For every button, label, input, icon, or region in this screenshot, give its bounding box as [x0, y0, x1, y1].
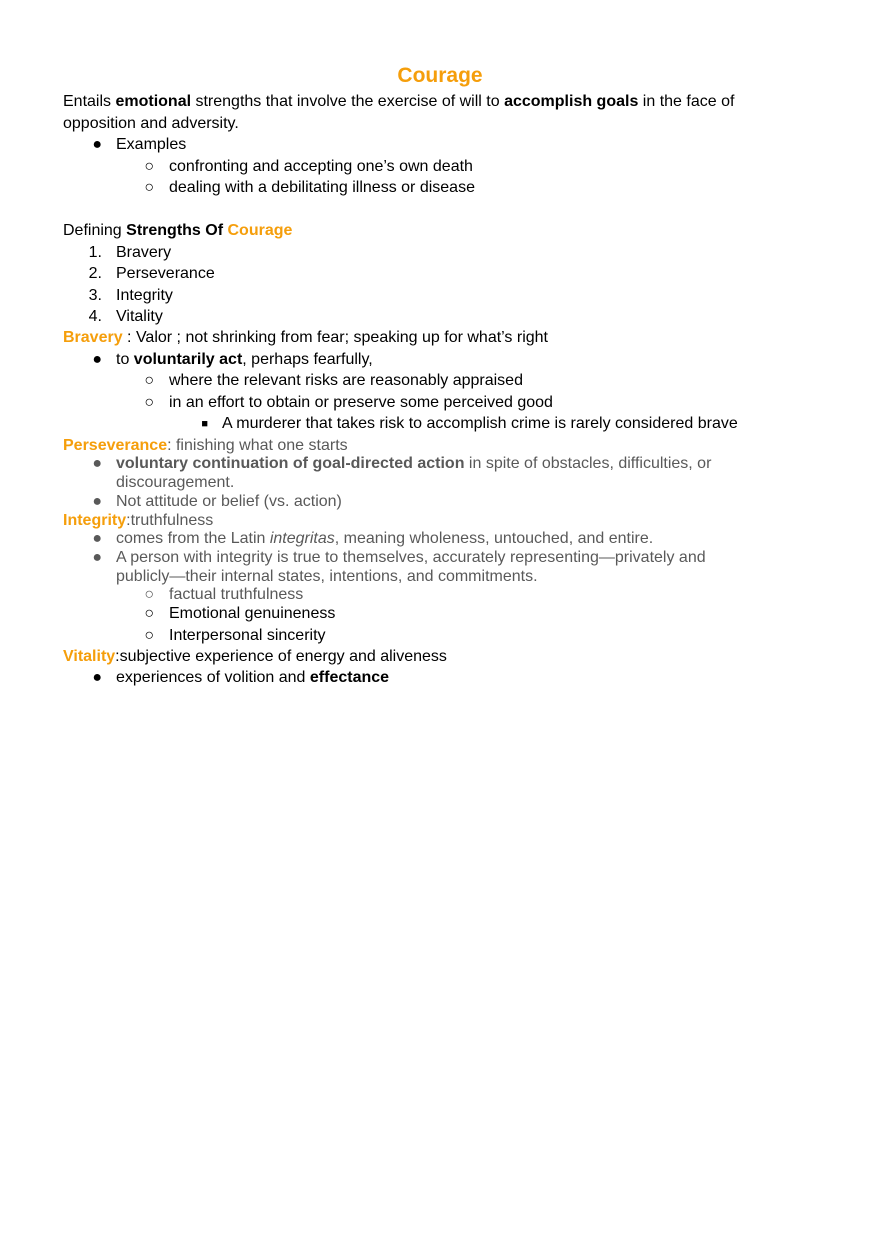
integrity-sub-item: factual truthfulness	[169, 586, 304, 603]
circle-marker: ○	[144, 372, 154, 389]
bravery-sub-sub-item: A murderer that takes risk to accomplish crime is rarely considered brave	[222, 415, 738, 432]
intro-bold-goals: accomplish goals	[504, 93, 639, 110]
perseverance-bullet-1-cont: discouragement.	[116, 474, 235, 491]
intro-line-1	[63, 91, 734, 112]
vitality-term: Vitality	[63, 648, 116, 665]
bravery-sub-item: in an effort to obtain or preserve some perceived good	[169, 394, 553, 411]
strength-item: Integrity	[116, 287, 173, 304]
bravery-text: , perhaps fearfully,	[242, 351, 373, 368]
circle-marker: ○	[144, 394, 154, 411]
bravery-definition: : Valor ; not shrinking from fear; speaking up for what’s right	[122, 329, 548, 346]
bullet-marker: ●	[92, 136, 102, 153]
intro-text: Entails	[63, 93, 116, 110]
bravery-heading	[63, 327, 548, 348]
integrity-sub-item: Emotional genuineness	[169, 605, 336, 622]
defining-heading	[63, 220, 292, 241]
vitality-bullet	[116, 667, 389, 688]
list-number: 2.	[88, 265, 102, 282]
bravery-bold: voluntarily act	[133, 351, 243, 368]
bravery-bullet	[116, 349, 373, 370]
circle-marker: ○	[144, 627, 154, 644]
bullet-marker: ●	[92, 455, 102, 472]
perseverance-definition: : finishing what one starts	[167, 437, 348, 454]
intro-bold-emotional: emotional	[115, 93, 192, 110]
circle-marker: ○	[144, 586, 154, 603]
integrity-text: comes from the Latin	[116, 530, 270, 547]
list-number: 1.	[88, 244, 102, 261]
integrity-bullet-2-cont: publicly—their internal states, intentions, and commitments.	[116, 568, 538, 585]
circle-marker: ○	[144, 605, 154, 622]
strength-item: Bravery	[116, 244, 172, 261]
vitality-bold: effectance	[309, 669, 390, 686]
strength-item: Perseverance	[116, 265, 215, 282]
vitality-text: experiences of volition and	[116, 669, 310, 686]
perseverance-bullet-1	[116, 453, 711, 474]
circle-marker: ○	[144, 158, 154, 175]
integrity-bullet-2: A person with integrity is true to themselves, accurately representing—privately and	[116, 549, 706, 566]
square-marker: ■	[201, 418, 208, 430]
integrity-sub-item: Interpersonal sincerity	[169, 627, 326, 644]
integrity-definition: :truthfulness	[126, 512, 214, 529]
examples-label: Examples	[116, 136, 187, 153]
bravery-sub-item: where the relevant risks are reasonably appraised	[169, 372, 523, 389]
integrity-term: Integrity	[63, 512, 127, 529]
circle-marker: ○	[144, 179, 154, 196]
perseverance-term: Perseverance	[63, 437, 168, 454]
bullet-marker: ●	[92, 351, 102, 368]
perseverance-text: in spite of obstacles, difficulties, or	[464, 455, 712, 472]
vitality-heading	[63, 646, 447, 667]
defining-bold: Strengths Of	[126, 222, 228, 239]
example-item: dealing with a debilitating illness or disease	[169, 179, 475, 196]
intro-line-2: opposition and adversity.	[63, 115, 239, 132]
list-number: 3.	[88, 287, 102, 304]
integrity-italic: integritas	[269, 530, 335, 547]
list-number: 4.	[88, 308, 102, 325]
defining-accent: Courage	[227, 222, 293, 239]
vitality-definition: :subjective experience of energy and aliveness	[115, 648, 447, 665]
bravery-text: to	[116, 351, 134, 368]
bullet-marker: ●	[92, 549, 102, 566]
strength-item: Vitality	[116, 308, 163, 325]
intro-text: in the face of	[638, 93, 735, 110]
perseverance-bullet-2: Not attitude or belief (vs. action)	[116, 493, 342, 510]
example-item: confronting and accepting one’s own death	[169, 158, 473, 175]
bullet-marker: ●	[92, 493, 102, 510]
integrity-bullet-1	[116, 528, 653, 549]
bullet-marker: ●	[92, 669, 102, 686]
bravery-term: Bravery	[63, 329, 123, 346]
perseverance-bold: voluntary continuation of goal-directed action	[116, 455, 465, 472]
defining-text: Defining	[63, 222, 127, 239]
intro-text: strengths that involve the exercise of will to	[191, 93, 505, 110]
bullet-marker: ●	[92, 530, 102, 547]
page-title: Courage	[397, 64, 483, 87]
integrity-text: , meaning wholeness, untouched, and entire.	[334, 530, 654, 547]
